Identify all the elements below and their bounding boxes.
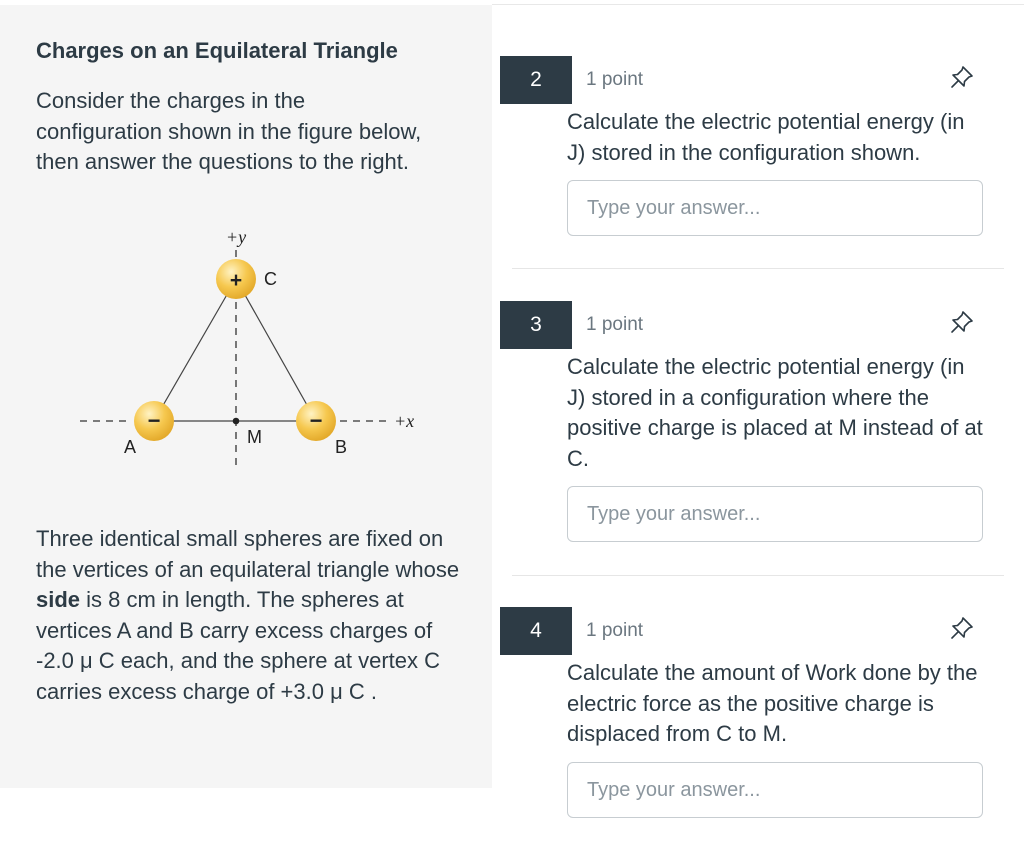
question-points: 1 point: [586, 69, 644, 90]
desc-part-1: Three identical small spheres are fixed on the vertices of an equilateral triangle whose: [36, 526, 460, 582]
side-ac: [154, 279, 236, 421]
desc-part-2: is 8 cm in length. The spheres at vertices A and B carry excess charges of -2.0 μ C each, and the sphere at vertex C carries excess charge of +3.0 μ C .: [36, 587, 441, 704]
x-axis-label: +x: [394, 411, 415, 431]
pin-icon[interactable]: [948, 308, 976, 336]
label-b: B: [335, 437, 348, 457]
sign-b: −: [309, 408, 323, 433]
question-text: Calculate the electric potential energy (in J) stored in a configuration where the positive charge is placed at M instead of at C.: [567, 354, 983, 471]
sign-c: +: [229, 269, 243, 292]
y-axis-label: +y: [225, 227, 247, 247]
side-bc: [236, 279, 316, 421]
sign-a: −: [147, 408, 161, 433]
label-c: C: [264, 269, 277, 289]
pin-icon[interactable]: [948, 614, 976, 642]
stimulus-title: Charges on an Equilateral Triangle: [36, 38, 398, 63]
question-text: Calculate the amount of Work done by the electric force as the positive charge is displaced from C to M.: [567, 660, 978, 746]
pin-icon[interactable]: [948, 63, 976, 91]
answer-input[interactable]: [567, 762, 983, 818]
question-number-badge: 2: [500, 56, 572, 104]
top-divider: [492, 4, 1024, 5]
question-points: 1 point: [586, 314, 644, 335]
stimulus-description: [36, 524, 466, 707]
question-number-badge: 3: [500, 301, 572, 349]
question-divider: [512, 268, 1004, 269]
question-number-badge: 4: [500, 607, 572, 655]
answer-input[interactable]: [567, 486, 983, 542]
label-m: M: [247, 427, 262, 447]
desc-bold-side: side: [36, 587, 81, 612]
label-a: A: [124, 437, 137, 457]
midpoint-m: [233, 418, 240, 425]
question-text: Calculate the electric potential energy (in J) stored in the configuration shown.: [567, 109, 965, 165]
question-divider: [512, 575, 1004, 576]
answer-input[interactable]: [567, 180, 983, 236]
triangle-figure: [70, 226, 430, 471]
stimulus-intro: Consider the charges in the configuration shown in the figure below, then answer the questions to the right.: [36, 88, 422, 174]
question-points: 1 point: [586, 620, 644, 641]
